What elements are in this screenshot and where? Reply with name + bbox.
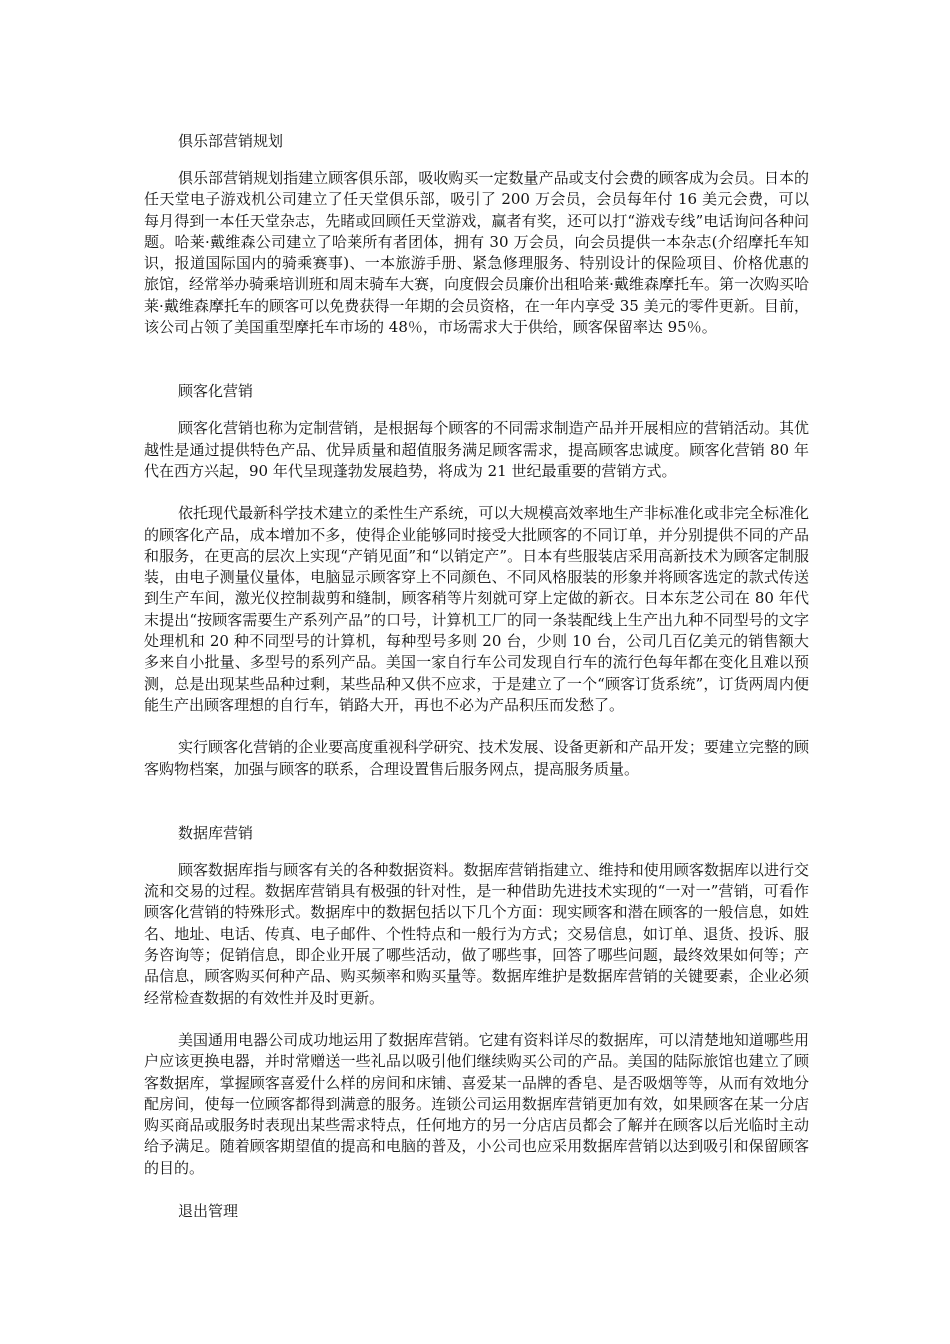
paragraph: 顾客数据库指与顾客有关的各种数据资料。数据库营销指建立、维持和使用顾客数据库以进行交流和交易的过程。数据库营销具有极强的针对性，是一种借助先进技术实现的“一对一”营销，可看作顾客化营销的特殊形式。数据库中的数据包括以下几个方面：现实顾客和潜在顾客的一般信息，如姓名、地址、电话、传真、电子邮件、个性特点和一般行为方式；交易信息，如订单、退货、投诉、服务咨询等；促销信息，即企业开展了哪些活动，做了哪些事，回答了哪些问题，最终效果如何等；产品信息，顾客购买何种产品、购买频率和购买量等。数据库维护是数据库营销的关键要素，企业必须经常检查数据的有效性并及时更新。 bbox=[144, 860, 809, 1007]
document-body bbox=[144, 130, 809, 1222]
section-heading-customized-marketing: 顾客化营销 bbox=[178, 382, 254, 401]
section-heading-database-marketing: 数据库营销 bbox=[178, 823, 254, 842]
section-heading-club-marketing: 俱乐部营销规划 bbox=[178, 132, 284, 150]
section-heading-exit-management: 退出管理 bbox=[178, 1201, 239, 1220]
paragraph: 实行顾客化营销的企业要高度重视科学研究、技术发展、设备更新和产品开发；要建立完整的顾客购物档案，加强与顾客的联系，合理设置售后服务网点，提高服务质量。 bbox=[144, 738, 809, 778]
paragraph: 俱乐部营销规划指建立顾客俱乐部，吸收购买一定数量产品或支付会费的顾客成为会员。日本的任天堂电子游戏机公司建立了任天堂俱乐部，吸引了 200 万会员，会员每年付 16 美元会费，可以每月得到一本任天堂杂志，先睹或回顾任天堂游戏，赢者有奖，还可以打“游戏专线”电话询问各种问题。哈莱·戴维森公司建立了哈莱所有者团体，拥有 30 万会员，向会员提供一本杂志(介绍摩托车知识，报道国际国内的骑乘赛事)、一本旅游手册、紧急修理服务、特别设计的保险项目、价格优惠的旅馆，经常举办骑乘培训班和周末骑车大赛，向度假会员廉价出租哈莱·戴维森摩托车。第一次购买哈莱·戴维森摩托车的顾客可以免费获得一年期的会员资格，在一年内享受 35 美元的零件更新。目前，该公司占领了美国重型摩托车市场的 48％，市场需求大于供给，顾客保留率达 95％。 bbox=[144, 169, 809, 337]
paragraph: 顾客化营销也称为定制营销，是根据每个顾客的不同需求制造产品并开展相应的营销活动。其优越性是通过提供特色产品、优异质量和超值服务满足顾客需求，提高顾客忠诚度。顾客化营销 80 年代在西方兴起，90 年代呈现蓬勃发展趋势，将成为 21 世纪最重要的营销方式。 bbox=[144, 419, 809, 480]
paragraph: 美国通用电器公司成功地运用了数据库营销。它建有资料详尽的数据库，可以清楚地知道哪些用户应该更换电器，并时常赠送一些礼品以吸引他们继续购买公司的产品。美国的陆际旅馆也建立了顾客数据库，掌握顾客喜爱什么样的房间和床铺、喜爱某一品牌的香皂、是否吸烟等等，从而有效地分配房间，使每一位顾客都得到满意的服务。连锁公司运用数据库营销更加有效，如果顾客在某一分店购买商品或服务时表现出某些需求特点，任何地方的另一分店店员都会了解并在顾客以后光临时主动给予满足。随着顾客期望值的提高和电脑的普及，小公司也应采用数据库营销以达到吸引和保留顾客的目的。 bbox=[144, 1030, 809, 1177]
paragraph: 依托现代最新科学技术建立的柔性生产系统，可以大规模高效率地生产非标准化或非完全标准化的顾客化产品，成本增加不多，使得企业能够同时接受大批顾客的不同订单，并分别提供不同的产品和服务，在更高的层次上实现“产销见面”和“以销定产”。日本有些服装店采用高新技术为顾客定制服装，由电子测量仪量体，电脑显示顾客穿上不同颜色、不同风格服装的形象并将顾客选定的款式传送到生产车间，激光仪控制裁剪和缝制，顾客稍等片刻就可穿上定做的新衣。日本东芝公司在 80 年代末提出“按顾客需要生产系列产品”的口号，计算机工厂的同一条装配线上生产出九种不同型号的文字处理机和 20 种不同型号的计算机，每种型号多则 20 台，少则 10 台，公司几百亿美元的销售额大多来自小批量、多型号的系列产品。美国一家自行车公司发现自行车的流行色每年都在变化且难以预测，总是出现某些品种过剩，某些品种又供不应求，于是建立了一个“顾客订货系统”，订货两周内便能生产出顾客理想的自行车，销路大开，再也不必为产品积压而发愁了。 bbox=[144, 504, 809, 714]
